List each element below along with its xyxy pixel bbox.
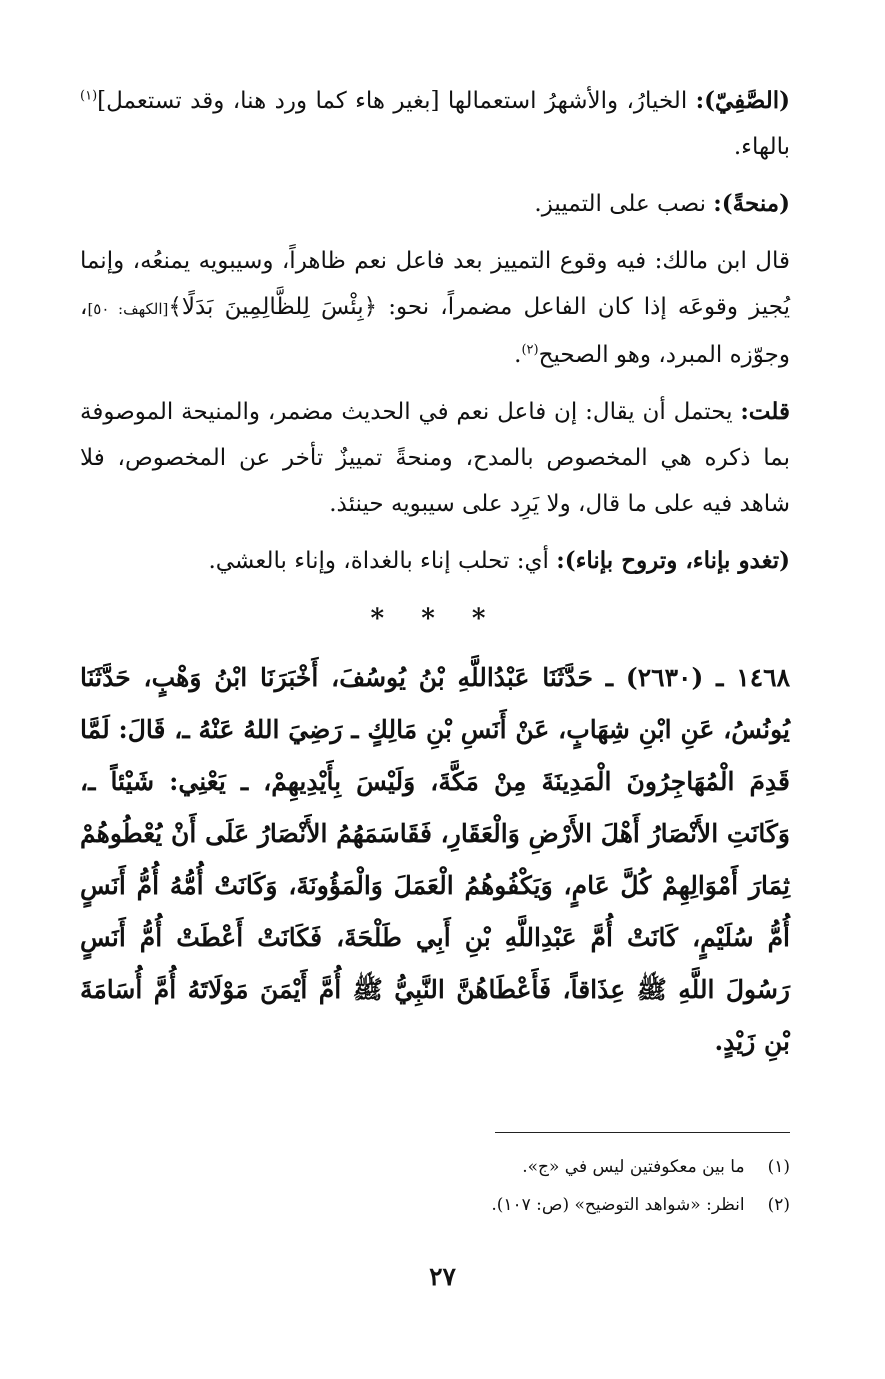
term-safi: (الصَّفِيّ): bbox=[695, 87, 790, 114]
term-qultu: قلت: bbox=[740, 398, 790, 425]
commentary-ibn-malik bbox=[80, 238, 790, 378]
hadith-text: ١٤٦٨ ـ (٢٦٣٠) ـ حَدَّثَنَا عَبْدُاللَّهِ بْنُ يُوسُفَ، أَخْبَرَنَا ابْنُ وَهْبٍ، حَدَّثَنَا يُونُسُ، عَنِ ابْنِ شِهَابٍ، عَنْ أَنَسِ بْنِ مَالِكٍ ـ رَضِيَ اللهُ عَنْهُ ـ، قَالَ: لَمَّا قَدِمَ الْمُهَاجِرُونَ الْمَدِينَةَ مِنْ مَكَّةَ، وَلَيْسَ بِأَيْدِيهِمْ، ـ يَعْنِي: شَيْئاً ـ، وَكَانَتِ الأَنْصَارُ أَهْلَ الأَرْضِ وَالْعَقَارِ، فَقَاسَمَهُمُ الأَنْصَارُ عَلَى أَنْ يُعْطُوهُمْ ثِمَارَ أَمْوَالِهِمْ كُلَّ عَامٍ، وَيَكْفُوهُمُ الْعَمَلَ وَالْمَؤُونَةَ، وَكَانَتْ أُمُّهُ أُمُّ أَنَسٍ أُمُّ سُلَيْمٍ، كَانَتْ أُمَّ عَبْدِاللَّهِ بْنِ أَبِي طَلْحَةَ، فَكَانَتْ أَعْطَتْ أُمُّ أَنَسٍ رَسُولَ اللَّهِ ﷺ عِذَاقاً، فَأَعْطَاهُنَّ النَّبِيُّ ﷺ أُمَّ أَيْمَنَ مَوْلَاتَهُ أُمَّ أُسَامَةَ بْنِ زَيْدٍ. bbox=[80, 663, 790, 1056]
footnote-ref-2: (٢) bbox=[521, 342, 539, 358]
page-body bbox=[80, 78, 790, 1068]
commentary-safi bbox=[80, 78, 790, 170]
commentary-minha-text: نصب على التمييز. bbox=[534, 191, 714, 217]
term-taghdu: (تغدو بإناء، وتروح بإناء): bbox=[556, 547, 790, 574]
footnote-number: (٢) bbox=[767, 1195, 790, 1215]
commentary-safi-text: الخيارُ، والأشهرُ استعمالها [بغير هاء كما ورد هنا، وقد تستعمل] bbox=[97, 88, 696, 114]
footnote-text: انظر: «شواهد التوضيح» (ص: ١٠٧). bbox=[491, 1195, 745, 1215]
footnote-2 bbox=[80, 1186, 790, 1224]
commentary-ibn-malik-tail: ، وجوّزه المبرد، وهو الصحيح bbox=[80, 294, 790, 368]
footnote-ref-1: (١) bbox=[80, 88, 98, 104]
footnotes bbox=[80, 1148, 790, 1224]
commentary-safi-tail: بالهاء. bbox=[733, 134, 790, 160]
footnote-1 bbox=[80, 1148, 790, 1186]
quran-verse-reference: [الكهف: ٥٠] bbox=[87, 300, 169, 318]
commentary-ibn-malik-text: قال ابن مالك: فيه وقوع التمييز بعد فاعل نعم ظاهراً، وسيبويه يمنعُه، وإنما يُجيز وقوعَه إذا كان الفاعل مضمراً، نحو: ﴿بِئْسَ لِلظَّالِمِينَ بَدَلًا﴾ bbox=[80, 248, 790, 320]
commentary-qultu bbox=[80, 389, 790, 527]
footnote-divider bbox=[495, 1132, 790, 1133]
term-minha: (منحةً): bbox=[713, 190, 790, 217]
section-separator: * * * bbox=[370, 604, 500, 634]
commentary-ibn-malik-end: . bbox=[514, 342, 522, 368]
commentary-taghdu bbox=[80, 538, 790, 584]
footnote-text: ما بين معكوفتين ليس في «ج». bbox=[522, 1157, 745, 1177]
footnote-number: (١) bbox=[767, 1157, 790, 1177]
commentary-minha bbox=[80, 181, 790, 227]
commentary-taghdu-text: أي: تحلب إناء بالغداة، وإناء بالعشي. bbox=[208, 548, 557, 574]
commentary-qultu-text: يحتمل أن يقال: إن فاعل نعم في الحديث مضمر، والمنيحة الموصوفة بما ذكره هي المخصوص بالمدح، ومنحةً تمييزٌ تأخر عن المخصوص، فلا شاهد فيه على ما قال، ولا يَرِد على سيبويه حينئذ. bbox=[80, 399, 790, 517]
page-number: ٢٧ bbox=[429, 1262, 456, 1291]
